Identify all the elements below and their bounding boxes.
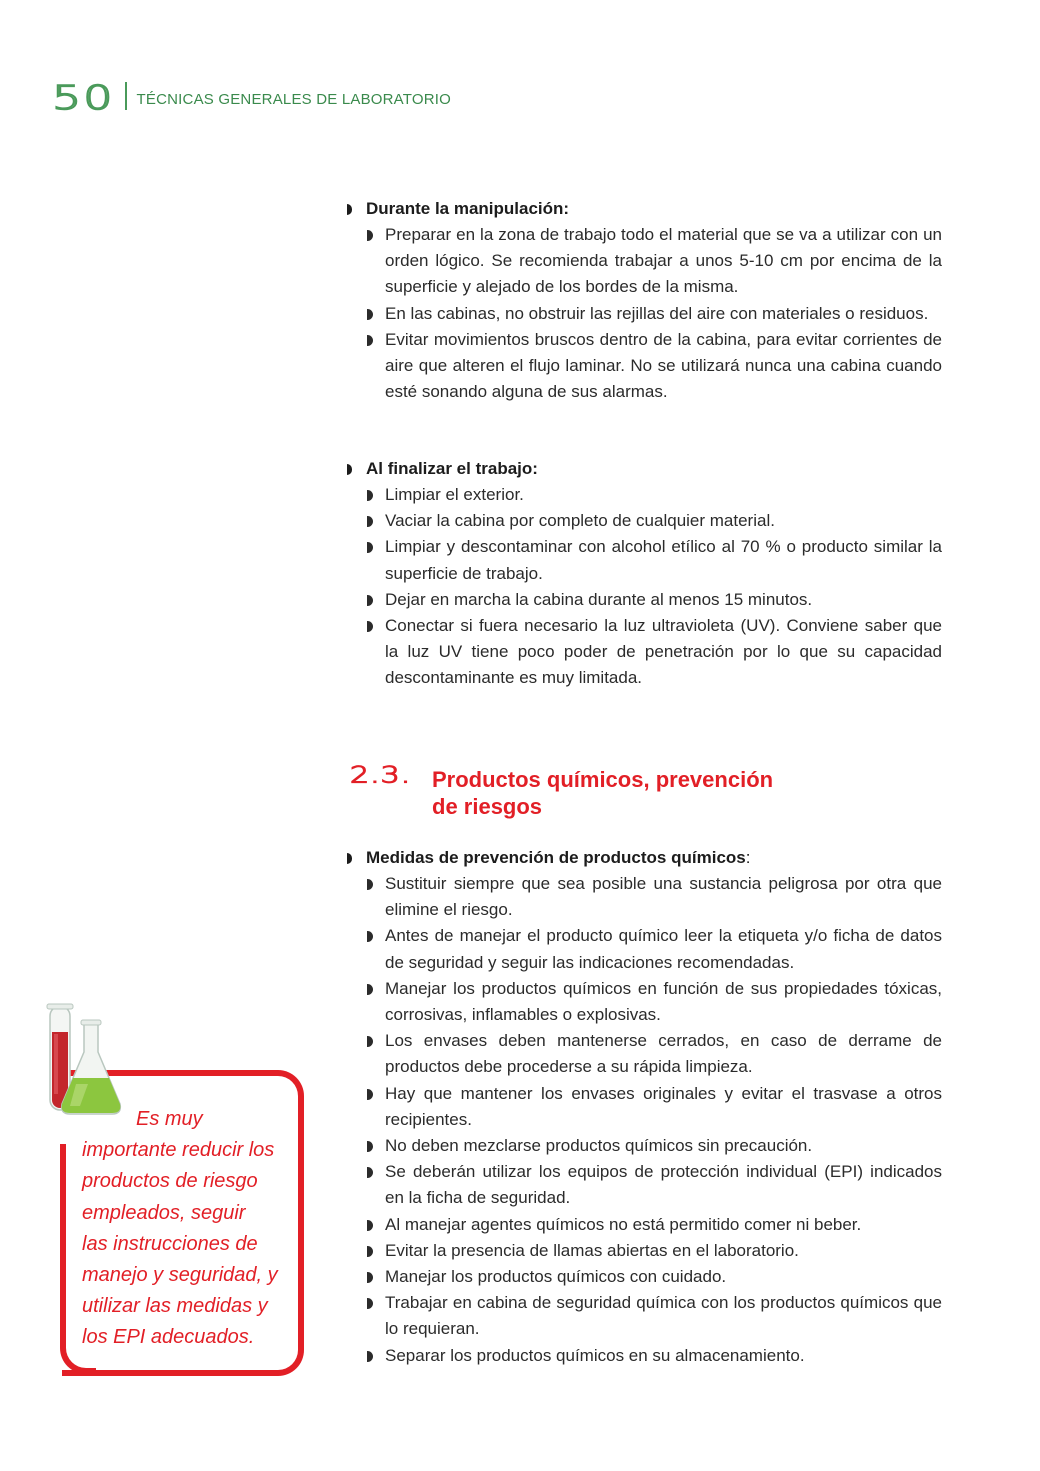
callout-text	[82, 1104, 294, 1354]
finish-section	[346, 456, 942, 692]
list-item: No deben mezclarse productos químicos sin precaución.	[366, 1133, 942, 1159]
list-item: Trabajar en cabina de seguridad química con los productos químicos que lo requieran.	[366, 1290, 942, 1342]
page-number: 50	[52, 78, 115, 118]
list-item: Se deberán utilizar los equipos de protección individual (EPI) indicados en la ficha de seguridad.	[366, 1159, 942, 1211]
header-divider	[125, 82, 127, 110]
measures-heading-text: Medidas de prevención de productos químicos	[366, 848, 746, 867]
list-item: Vaciar la cabina por completo de cualquier material.	[366, 508, 942, 534]
measures-heading-colon: :	[745, 848, 751, 867]
callout-line: las instrucciones de	[82, 1232, 258, 1255]
callout-line: manejo y seguridad, y	[82, 1264, 278, 1287]
list-item: Limpiar y descontaminar con alcohol etílico al 70 % o producto similar la superficie de trabajo.	[366, 534, 942, 586]
section-number: 2.3.	[350, 762, 412, 789]
list-item: Hay que mantener los envases originales y evitar el trasvase a otros recipientes.	[366, 1081, 942, 1133]
list-item: Separar los productos químicos en su almacenamiento.	[366, 1343, 942, 1369]
list-item: Dejar en marcha la cabina durante al menos 15 minutos.	[366, 587, 942, 613]
callout-line: empleados, seguir	[82, 1201, 246, 1224]
measures-section	[346, 845, 942, 1369]
measures-heading	[346, 845, 942, 871]
list-item: Limpiar el exterior.	[366, 482, 942, 508]
during-section	[346, 196, 942, 405]
during-heading: Durante la manipulación:	[346, 196, 942, 222]
callout-line: Es muy	[136, 1108, 203, 1130]
callout-line: productos de riesgo	[82, 1170, 258, 1193]
list-item: Evitar la presencia de llamas abiertas en el laboratorio.	[366, 1238, 942, 1264]
list-item: Conectar si fuera necesario la luz ultravioleta (UV). Conviene saber que la luz UV tiene poco poder de penetración por lo que su capacidad descontaminante es muy limitada.	[366, 613, 942, 692]
list-item: Sustituir siempre que sea posible una sustancia peligrosa por otra que elimine el riesgo.	[366, 871, 942, 923]
callout-line: importante reducir los	[82, 1139, 275, 1162]
list-item: Los envases deben mantenerse cerrados, en caso de derrame de productos debe procederse a su rápida limpieza.	[366, 1028, 942, 1080]
list-item: Manejar los productos químicos con cuidado.	[366, 1264, 942, 1290]
finish-heading: Al finalizar el trabajo:	[346, 456, 942, 482]
list-item: Al manejar agentes químicos no está permitido comer ni beber.	[366, 1212, 942, 1238]
section-title-line2: de riesgos	[432, 794, 543, 819]
page-header	[52, 68, 451, 118]
section-title	[432, 766, 773, 820]
list-item: Antes de manejar el producto químico leer la etiqueta y/o ficha de datos de seguridad y seguir las indicaciones recomendadas.	[366, 923, 942, 975]
lab-flask-icon	[40, 1000, 130, 1120]
list-item: Evitar movimientos bruscos dentro de la cabina, para evitar corrientes de aire que alteren el flujo laminar. No se utilizará nunca una cabina cuando esté sonando alguna de sus alarmas.	[366, 327, 942, 406]
header-title: TÉCNICAS GENERALES DE LABORATORIO	[136, 91, 451, 108]
list-item: En las cabinas, no obstruir las rejillas del aire con materiales o residuos.	[366, 301, 942, 327]
section-title-line1: Productos químicos, prevención	[432, 767, 774, 792]
callout-line: utilizar las medidas y	[82, 1295, 268, 1318]
list-item: Manejar los productos químicos en función de sus propiedades tóxicas, corrosivas, inflamables o explosivas.	[366, 976, 942, 1028]
list-item: Preparar en la zona de trabajo todo el material que se va a utilizar con un orden lógico. Se recomienda trabajar a unos 5-10 cm por encima de la superficie y alejado de los bordes de la misma.	[366, 222, 942, 301]
callout-line: los EPI adecuados.	[82, 1326, 255, 1349]
